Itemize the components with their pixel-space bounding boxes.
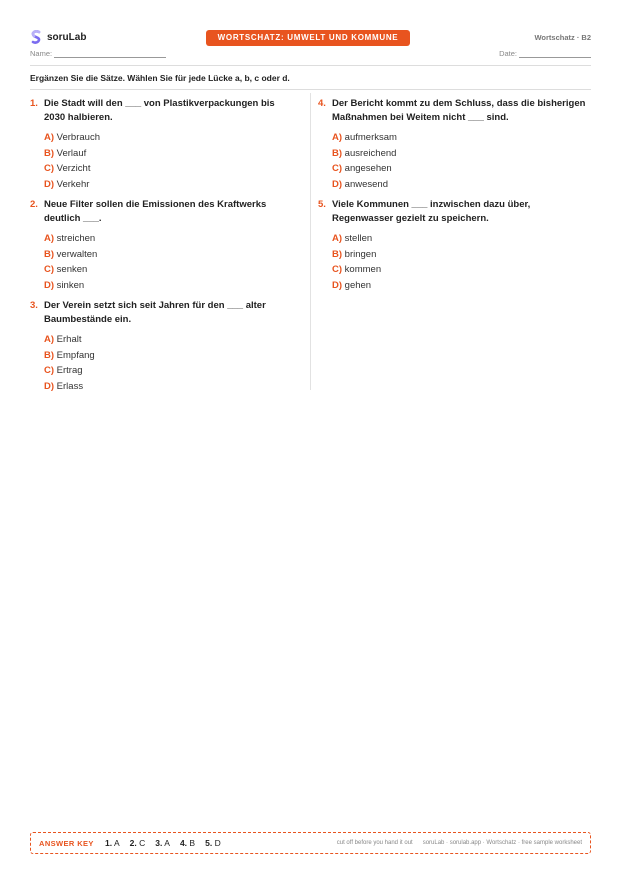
option-letter: C) (44, 264, 55, 275)
option-text: anwesend (344, 178, 388, 190)
worksheet-page (30, 0, 591, 877)
option-letter: A) (332, 233, 343, 244)
option-list (318, 231, 591, 293)
option-text: ausreichend (344, 147, 397, 159)
question-2 (30, 198, 292, 293)
question-3 (30, 299, 292, 394)
header-divider (30, 65, 591, 66)
option-text: Verzicht (56, 163, 91, 174)
option-c[interactable] (332, 161, 591, 177)
option-letter: B) (332, 147, 343, 159)
option-text: gehen (344, 279, 372, 291)
answer-key-label: ANSWER KEY (39, 839, 94, 848)
option-d[interactable] (44, 379, 292, 395)
question-text: Neue Filter sollen die Emissionen des Kraftwerks deutlich ___. (44, 199, 267, 224)
sorulab-logo-icon (30, 30, 42, 44)
question-number: 4. (318, 98, 326, 109)
question-1 (30, 97, 292, 192)
option-letter: A) (44, 233, 55, 244)
option-a[interactable] (44, 231, 292, 247)
question-column-right (318, 97, 591, 299)
option-list (30, 130, 292, 192)
worksheet-level: Wortschatz · B2 (534, 33, 591, 42)
date-label: Date: (499, 49, 517, 58)
option-text: stellen (344, 233, 373, 244)
brand-name: soruLab (47, 31, 87, 43)
option-b[interactable] (44, 146, 292, 162)
option-list (318, 130, 591, 192)
option-a[interactable] (332, 231, 591, 247)
option-letter: C) (44, 163, 55, 174)
option-d[interactable] (44, 177, 292, 193)
option-b[interactable] (44, 348, 292, 364)
option-letter: A) (44, 334, 55, 345)
option-text: Empfang (56, 349, 95, 361)
option-letter: D) (332, 279, 343, 291)
question-5 (318, 198, 591, 293)
name-blank[interactable] (54, 49, 166, 58)
question-text: Viele Kommunen ___ inzwischen dazu über, Regenwasser gezielt zu speichern. (332, 199, 531, 224)
option-d[interactable] (44, 278, 292, 294)
option-text: sinken (56, 279, 85, 291)
option-a[interactable] (332, 130, 591, 146)
option-d[interactable] (332, 278, 591, 294)
option-c[interactable] (44, 363, 292, 379)
option-text: streichen (56, 233, 96, 244)
date-blank[interactable] (519, 49, 591, 58)
option-list (30, 332, 292, 394)
option-b[interactable] (332, 146, 591, 162)
option-b[interactable] (44, 247, 292, 263)
question-stem (30, 97, 292, 125)
option-letter: C) (332, 264, 343, 275)
page-header (30, 30, 591, 46)
column-divider (310, 93, 311, 390)
option-text: aufmerksam (344, 132, 397, 143)
option-letter: B) (44, 248, 55, 260)
meta-row (30, 49, 591, 59)
option-a[interactable] (44, 332, 292, 348)
name-label: Name: (30, 49, 53, 58)
answer-key-strip (30, 832, 591, 854)
option-letter: B) (332, 248, 343, 260)
option-text: Erlass (56, 380, 84, 392)
question-number: 5. (318, 199, 326, 210)
answer-key-answers (105, 838, 221, 848)
cut-note: cut off before you hand it out (336, 840, 413, 846)
option-a[interactable] (44, 130, 292, 146)
option-letter: B) (44, 349, 55, 361)
answer-key-footer (337, 840, 582, 846)
option-letter: C) (44, 365, 55, 376)
answer-item: 5. D (205, 838, 221, 848)
date-field[interactable] (499, 49, 591, 58)
name-field[interactable] (30, 49, 166, 58)
option-text: verwalten (56, 248, 98, 260)
question-column-left (30, 97, 292, 400)
question-stem (318, 97, 591, 125)
option-b[interactable] (332, 247, 591, 263)
question-number: 1. (30, 98, 38, 109)
question-number: 2. (30, 199, 38, 210)
option-c[interactable] (44, 262, 292, 278)
option-text: Verkehr (56, 178, 90, 190)
option-text: Erhalt (56, 334, 82, 345)
option-text: Ertrag (56, 365, 83, 376)
question-number: 3. (30, 300, 38, 311)
option-text: Verlauf (56, 147, 87, 159)
instructions: Ergänzen Sie die Sätze. Wählen Sie für jede Lücke a, b, c oder d. (30, 73, 290, 83)
option-text: Verbrauch (56, 132, 100, 143)
option-letter: B) (44, 147, 55, 159)
question-text: Die Stadt will den ___ von Plastikverpackungen bis 2030 halbieren. (44, 98, 275, 123)
option-letter: C) (332, 163, 343, 174)
option-text: angesehen (344, 163, 392, 174)
option-text: kommen (344, 264, 382, 275)
answer-item: 3. A (155, 838, 170, 848)
question-text: Der Bericht kommt zu dem Schluss, dass die bisherigen Maßnahmen bei Weitem nicht ___ sind. (332, 98, 586, 123)
option-letter: D) (44, 380, 55, 392)
option-list (30, 231, 292, 293)
answer-item: 1. A (105, 838, 120, 848)
question-stem (30, 198, 292, 226)
option-letter: D) (332, 178, 343, 190)
option-text: bringen (344, 248, 377, 260)
option-d[interactable] (332, 177, 591, 193)
option-letter: D) (44, 178, 55, 190)
instructions-divider (30, 89, 591, 90)
question-stem (30, 299, 292, 327)
option-c[interactable] (44, 161, 292, 177)
question-stem (318, 198, 591, 226)
answer-item: 2. C (129, 838, 146, 848)
question-text: Der Verein setzt sich seit Jahren für den ___ alter Baumbestände ein. (44, 300, 266, 325)
answer-item: 4. B (179, 838, 196, 848)
option-letter: A) (44, 132, 55, 143)
option-c[interactable] (332, 262, 591, 278)
option-letter: D) (44, 279, 55, 291)
option-text: senken (56, 264, 88, 275)
brand-logo (30, 30, 86, 44)
question-4 (318, 97, 591, 192)
footer-credit: soruLab · sorulab.app · Wortschatz · free sample worksheet (422, 840, 582, 846)
worksheet-title: WORTSCHATZ: UMWELT UND KOMMUNE (206, 30, 410, 46)
option-letter: A) (332, 132, 343, 143)
